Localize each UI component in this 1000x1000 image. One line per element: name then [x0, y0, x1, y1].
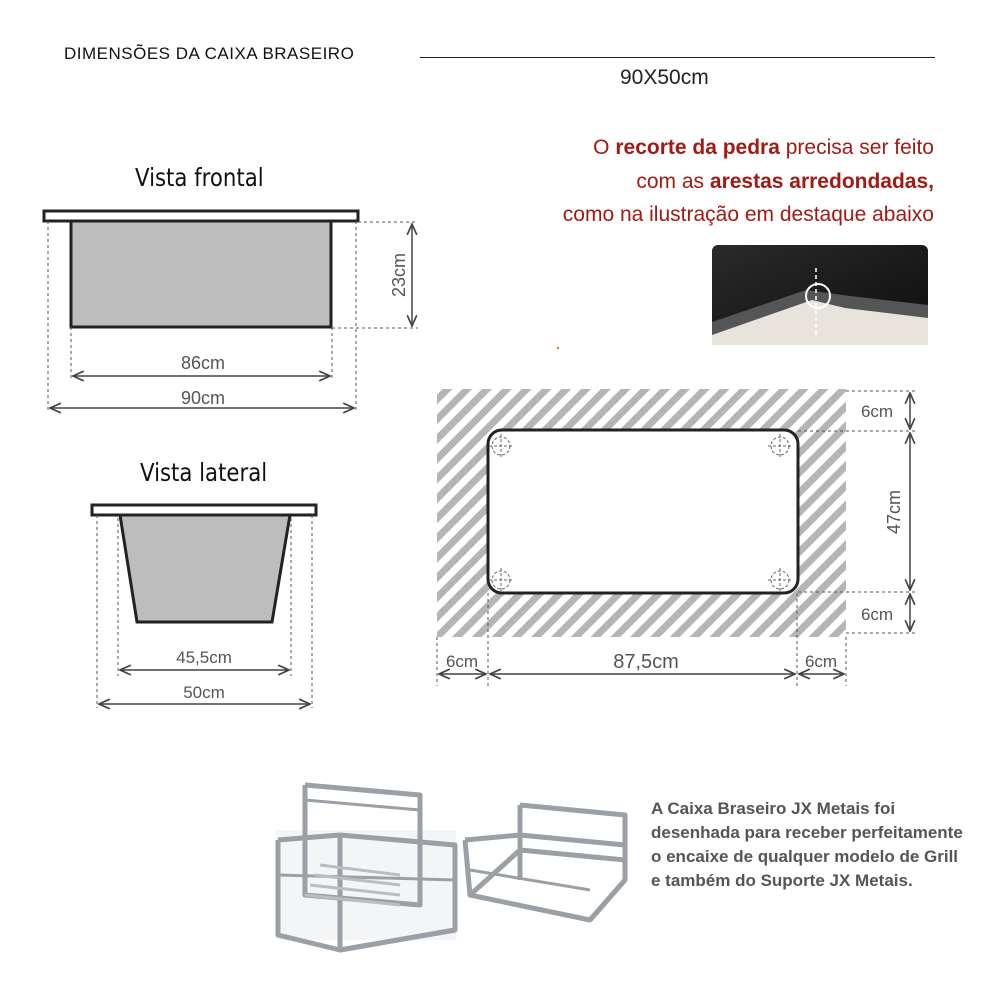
note-line-1-pre: O	[593, 136, 616, 159]
cutout-left-margin-label: 6cm	[445, 652, 479, 671]
support-frame-illustration	[465, 805, 625, 920]
note-line-2-pre: com as	[636, 170, 710, 193]
side-box	[120, 515, 290, 622]
cutout-plan	[437, 389, 918, 686]
front-inner-width-label: 86cm	[180, 353, 226, 373]
side-outer-width-label: 50cm	[183, 683, 225, 702]
cutout-bottom-margin-label: 6cm	[860, 605, 894, 624]
cutout-opening	[488, 430, 798, 593]
size-label: 90X50cm	[620, 66, 709, 89]
front-box	[71, 221, 331, 327]
side-view-drawing	[92, 505, 316, 708]
note-line-1-bold: recorte da pedra	[615, 136, 780, 159]
note-line-2-bold: arestas arredondadas,	[709, 170, 934, 193]
grill-frame-illustration	[276, 785, 456, 950]
front-view-drawing	[44, 211, 418, 412]
cutout-height-label: 47cm	[884, 489, 904, 535]
stone-edge-photo	[557, 245, 928, 349]
cutout-right-margin-label: 6cm	[804, 652, 838, 671]
side-inner-width-label: 45,5cm	[176, 648, 232, 667]
front-outer-width-label: 90cm	[180, 388, 226, 408]
note-line-3: como na ilustração em destaque abaixo	[562, 203, 934, 226]
product-description: A Caixa Braseiro JX Metais foi desenhada para receber perfeitamente o encaixe de qualquer modelo de Grill e também do Suporte JX Metais.	[651, 799, 963, 890]
front-height-label: 23cm	[389, 252, 409, 298]
side-view-title: Vista lateral	[140, 458, 268, 487]
cutout-width-label: 87,5cm	[613, 651, 679, 673]
cutout-top-margin-label: 6cm	[860, 402, 894, 421]
front-view-title: Vista frontal	[135, 163, 264, 192]
page-title: DIMENSÕES DA CAIXA BRASEIRO	[64, 44, 355, 63]
note-line-1-post: precisa ser feito	[779, 136, 934, 159]
